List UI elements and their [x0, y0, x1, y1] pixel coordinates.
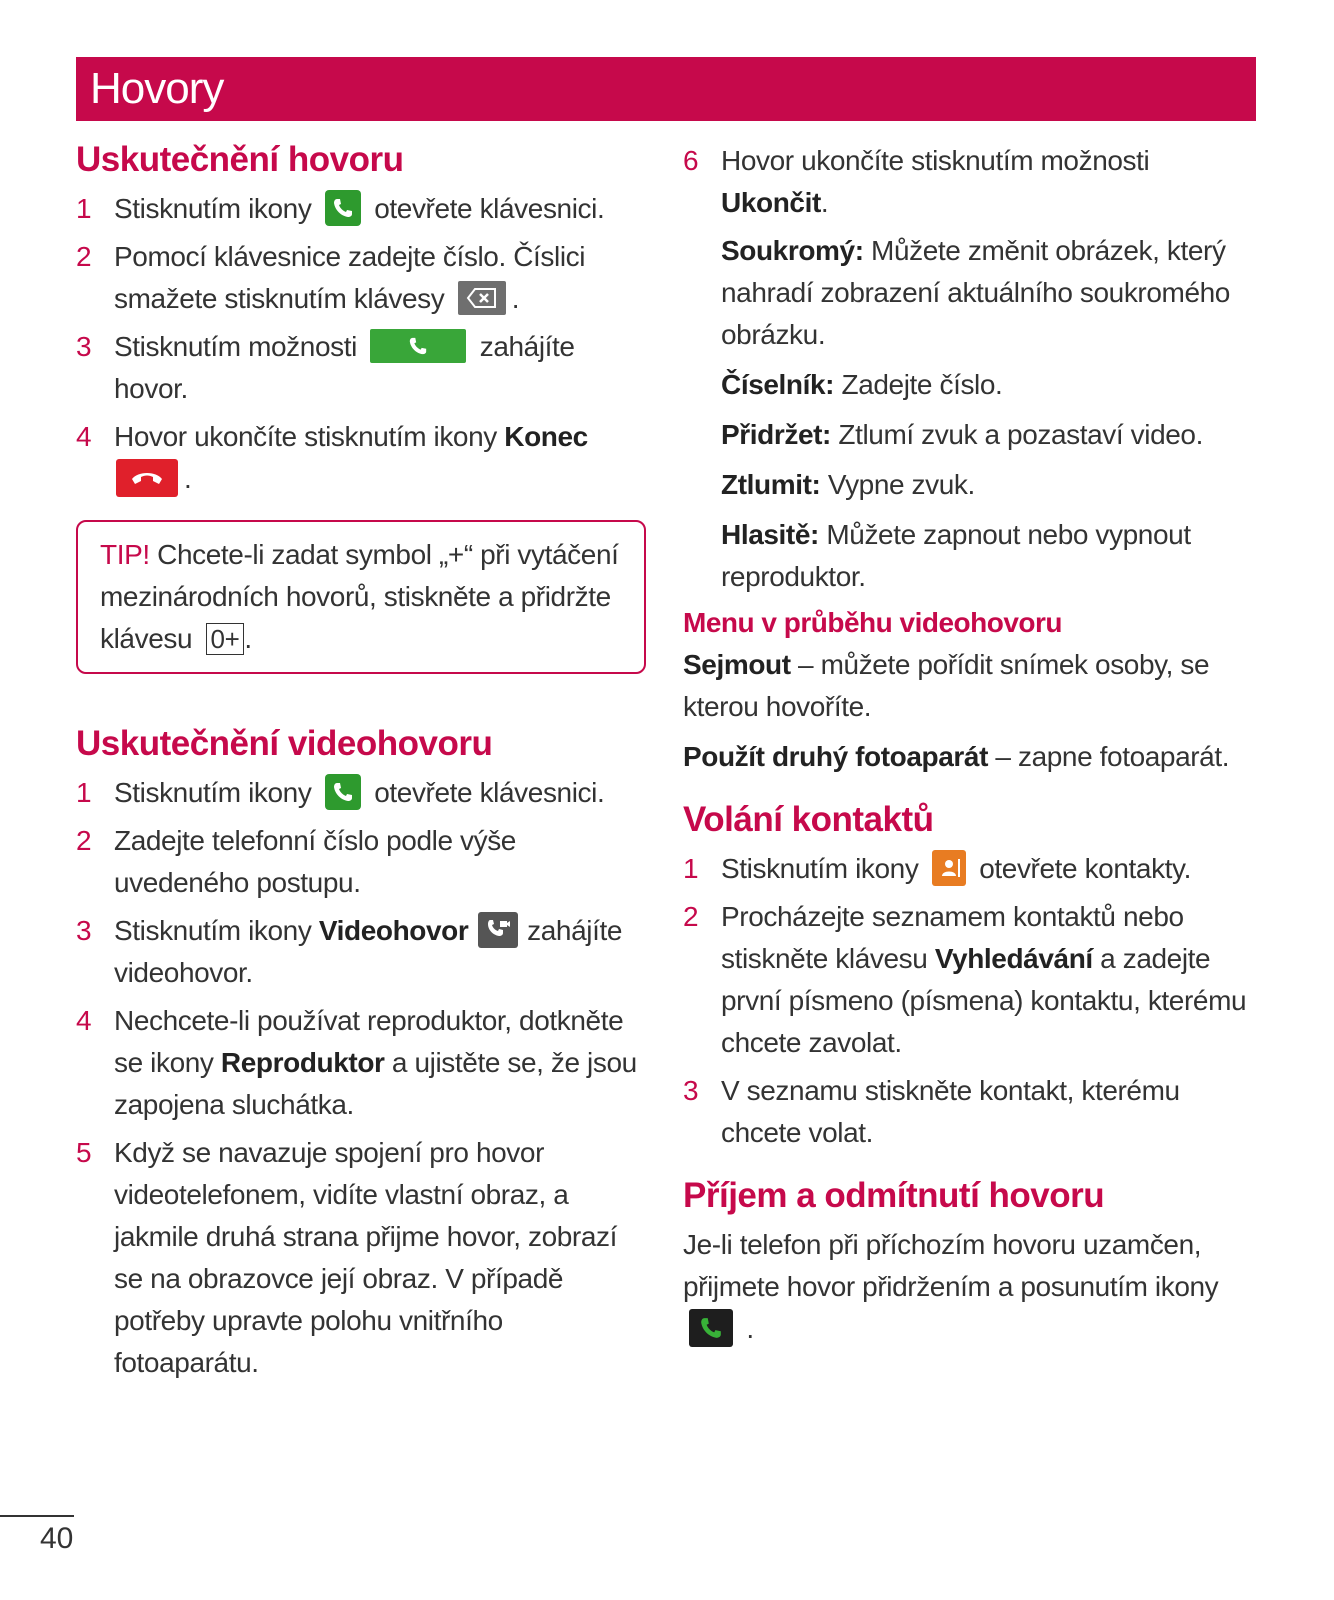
step-1: 1 Stisknutím ikony otevřete klávesnici. [76, 188, 646, 230]
video-step-1: 1 Stisknutím ikony otevřete klávesnici. [76, 772, 646, 814]
step-4: 4 Hovor ukončíte stisknutím ikony Konec . [76, 416, 646, 500]
step-number: 2 [76, 825, 92, 856]
page-title: Hovory [90, 64, 224, 113]
menu-item-capture: Sejmout – můžete pořídit snímek osoby, se kterou hovoříte. [683, 649, 1210, 722]
subsection-title-video-menu: Menu v průběhu videohovoru [683, 607, 1063, 638]
video-step-5: 5 Když se navazuje spojení pro hovor videotelefonem, vidíte vlastní obraz, a jakmile druhá strana přijme hovor, zobrazí se na obrazovce její obraz. V případě potřeby upravte polohu vnitřního fotoaparátu. [76, 1132, 646, 1384]
step-number: 4 [76, 1005, 92, 1036]
step-number: 3 [76, 331, 92, 362]
answer-reject-text: Je-li telefon při příchozím hovoru uzamčen, přijmete hovor přidržením a posunutím ikony . [683, 1224, 1253, 1350]
header-bar [76, 57, 1256, 121]
phone-icon [325, 190, 361, 226]
step-number: 2 [683, 901, 699, 932]
definition-mute: Ztlumit: Vypne zvuk. [721, 469, 975, 500]
answer-call-icon [689, 1309, 733, 1347]
step-number: 3 [683, 1075, 699, 1106]
definition-speaker: Hlasitě: Můžete zapnout nebo vypnout reproduktor. [721, 519, 1191, 592]
step-2: 2 Pomocí klávesnice zadejte číslo. Číslici smažete stisknutím klávesy . [76, 236, 646, 320]
call-button-icon [370, 329, 466, 363]
step-number: 3 [76, 915, 92, 946]
step-number: 1 [76, 777, 92, 808]
definition-private: Soukromý: Můžete změnit obrázek, který nahradí zobrazení aktuálního soukromého obrázku. [721, 235, 1230, 350]
left-column [76, 140, 646, 1390]
step-number: 6 [683, 145, 699, 176]
section-title-answer-reject: Příjem a odmítnutí hovoru [683, 1176, 1105, 1215]
page-number: 40 [40, 1522, 74, 1555]
step-6: 6 Hovor ukončíte stisknutím možnosti Ukončit. [683, 140, 1253, 224]
tip-box: TIP! Chcete-li zadat symbol „+“ při vytáčení mezinárodních hovorů, stiskněte a přidržte klávesu 0+ . [76, 520, 646, 674]
step-number: 1 [683, 853, 699, 884]
step-number: 1 [76, 193, 92, 224]
delete-key-icon [458, 281, 506, 315]
section-title-video-call: Uskutečnění videohovoru [76, 724, 493, 763]
video-step-2: 2 Zadejte telefonní číslo podle výše uvedeného postupu. [76, 820, 646, 904]
tip-label: TIP! [100, 539, 150, 570]
contacts-icon [932, 850, 966, 886]
video-call-icon [478, 912, 518, 948]
section-title-making-call: Uskutečnění hovoru [76, 140, 404, 179]
video-step-3: 3 Stisknutím ikony Videohovor zahájíte videohovor. [76, 910, 646, 994]
video-step-4: 4 Nechcete-li používat reproduktor, dotkněte se ikony Reproduktor a ujistěte se, že jsou zapojena sluchátka. [76, 1000, 646, 1126]
step-3: 3 Stisknutím možnosti zahájíte hovor. [76, 326, 646, 410]
zero-plus-key: 0+ [206, 623, 245, 655]
phone-icon [325, 774, 361, 810]
step-number: 2 [76, 241, 92, 272]
end-call-icon [116, 459, 178, 497]
definition-dialpad: Číselník: Zadejte číslo. [721, 369, 1003, 400]
step-number: 4 [76, 421, 92, 452]
menu-item-second-camera: Použít druhý fotoaparát – zapne fotoaparát. [683, 741, 1230, 772]
footer-divider [0, 1515, 74, 1517]
section-title-calling-contacts: Volání kontaktů [683, 800, 934, 839]
contacts-step-2: 2 Procházejte seznamem kontaktů nebo stiskněte klávesu Vyhledávání a zadejte první písmeno (písmena) kontaktu, kterému chcete zavolat. [683, 896, 1253, 1064]
step-number: 5 [76, 1137, 92, 1168]
definition-hold: Přidržet: Ztlumí zvuk a pozastaví video. [721, 419, 1203, 450]
right-column [683, 140, 1253, 1358]
contacts-step-3: 3 V seznamu stiskněte kontakt, kterému chcete volat. [683, 1070, 1253, 1154]
contacts-step-1: 1 Stisknutím ikony otevřete kontakty. [683, 848, 1253, 890]
tip-text: Chcete-li zadat symbol „+“ při vytáčení mezinárodních hovorů, stiskněte a přidržte klávesu [100, 539, 619, 654]
